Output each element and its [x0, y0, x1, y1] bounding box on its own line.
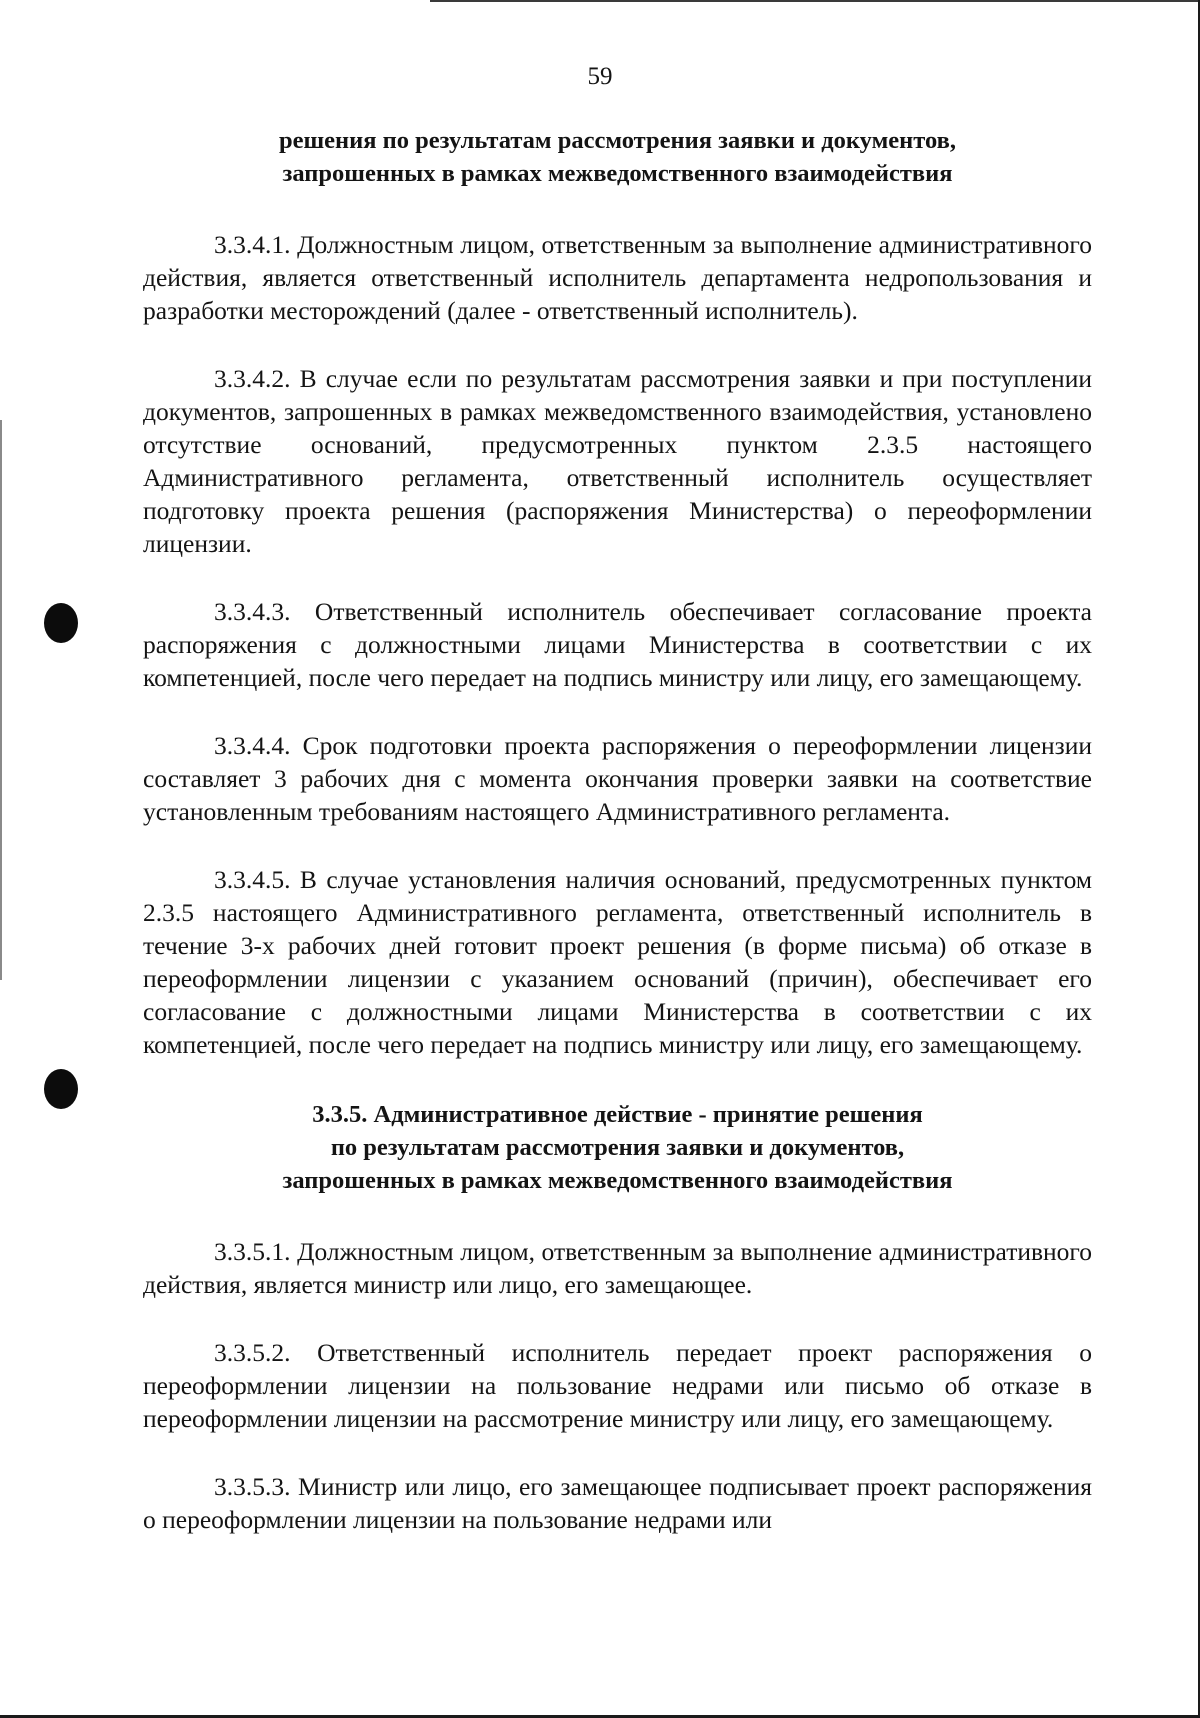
- paragraph-3-3-4-4: 3.3.4.4. Срок подготовки проекта распоряжения о переоформлении лицензии составляет 3 рабочих дня с момента окончания проверки заявки на соответствие установленным требованиям настоящего Административного регламента.: [143, 731, 1092, 826]
- section-heading-3-3-5: [143, 1098, 1092, 1197]
- paragraph-3-3-4-3: 3.3.4.3. Ответственный исполнитель обеспечивает согласование проекта распоряжения с должностными лицами Министерства в соответствии с их компетенцией, после чего передает на подпись министру или лицу, его замещающему.: [143, 597, 1092, 692]
- paragraph-3-3-5-1: 3.3.5.1. Должностным лицом, ответственным за выполнение административного действия, является министр или лицо, его замещающее.: [143, 1237, 1092, 1299]
- page-number: 59: [587, 63, 613, 90]
- heading-line: 3.3.5. Административное действие - принятие решения: [312, 1101, 923, 1128]
- heading-line: решения по результатам рассмотрения заявки и документов,: [278, 127, 957, 154]
- paragraph-3-3-5-2: 3.3.5.2. Ответственный исполнитель передает проект распоряжения о переоформлении лицензии на пользование недрами или письмо об отказе в переоформлении лицензии на рассмотрение министру или лицу, его замещающему.: [143, 1338, 1092, 1433]
- scan-edge-left: [0, 420, 2, 980]
- scan-edge-top: [430, 0, 1200, 2]
- paragraph-3-3-4-2: 3.3.4.2. В случае если по результатам рассмотрения заявки и при поступлении документов, запрошенных в рамках межведомственного взаимодействия, установлено отсутствие оснований, предусмотренных пунктом 2.3.5 настоящего Административного регламента, ответственный исполнитель осуществляет подготовку проекта решения (распоряжения Министерства) о переоформлении лицензии.: [143, 364, 1092, 558]
- document-body: [143, 124, 1092, 1536]
- punch-hole: [44, 1069, 78, 1109]
- punch-hole: [44, 603, 78, 643]
- heading-line: запрошенных в рамках межведомственного взаимодействия: [282, 1167, 953, 1194]
- paragraph-3-3-5-3: 3.3.5.3. Министр или лицо, его замещающее подписывает проект распоряжения о переоформлении лицензии на пользование недрами или: [143, 1472, 1092, 1534]
- section-heading-continued: [143, 124, 1092, 190]
- heading-line: запрошенных в рамках межведомственного взаимодействия: [282, 160, 953, 187]
- paragraph-3-3-4-5: 3.3.4.5. В случае установления наличия оснований, предусмотренных пунктом 2.3.5 настоящего Административного регламента, ответственный исполнитель в течение 3-х рабочих дней готовит проект решения (в форме письма) об отказе в переоформлении лицензии с указанием оснований (причин), обеспечивает его согласование с должностными лицами Министерства в соответствии с их компетенцией, после чего передает на подпись министру или лицу, его замещающему.: [143, 865, 1092, 1059]
- paragraph-3-3-4-1: 3.3.4.1. Должностным лицом, ответственным за выполнение административного действия, является ответственный исполнитель департамента недропользования и разработки месторождений (далее - ответственный исполнитель).: [143, 230, 1092, 325]
- heading-line: по результатам рассмотрения заявки и документов,: [330, 1134, 905, 1161]
